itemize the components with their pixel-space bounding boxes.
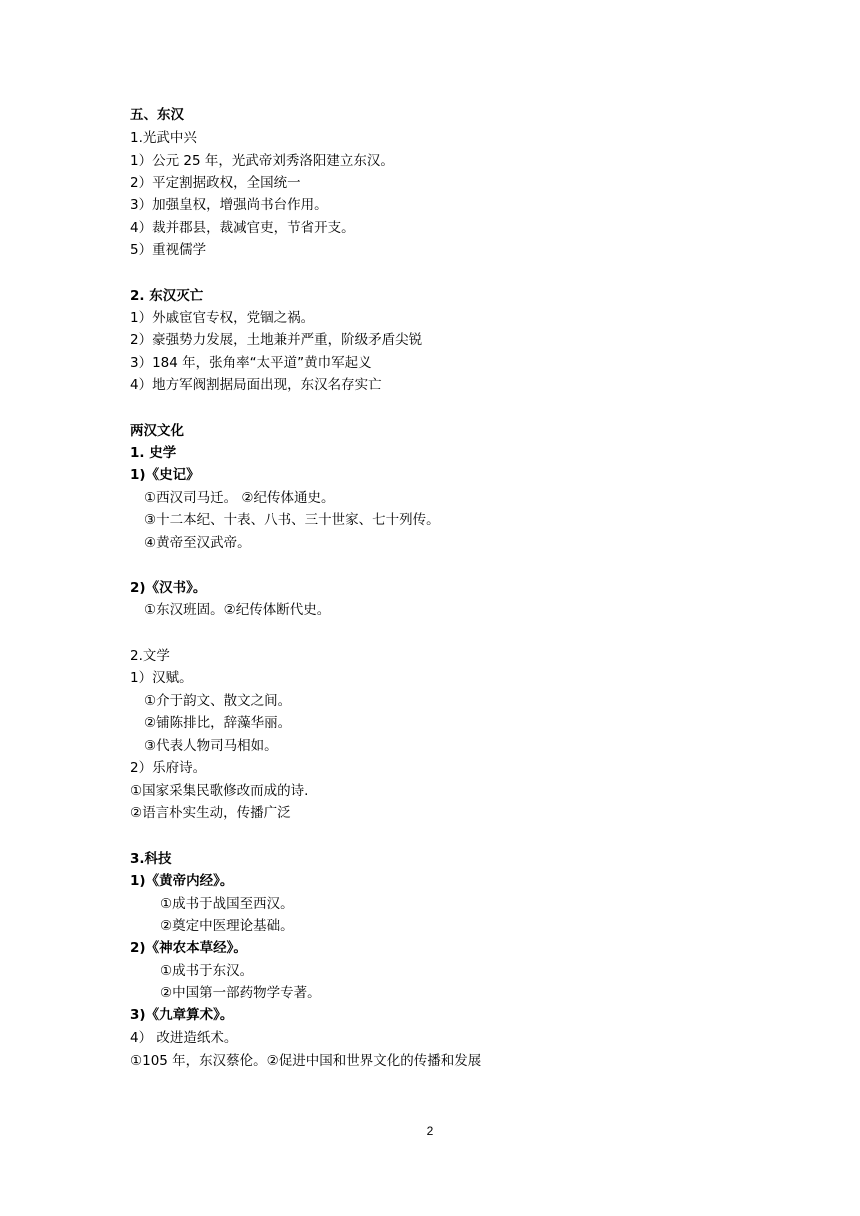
list-item: ①成书于东汉。 — [160, 963, 254, 979]
heading-shiji: 1)《史记》 — [130, 467, 200, 483]
list-item: 4）裁并郡县，裁减官吏，节省开支。 — [130, 220, 355, 236]
heading-shennong: 2)《神农本草经》。 — [130, 940, 247, 956]
heading-paper: 4） 改进造纸术。 — [130, 1030, 238, 1046]
heading-huangdi: 1)《黄帝内经》。 — [130, 873, 234, 889]
subheading-literature: 2.文学 — [130, 648, 170, 664]
list-item: ②语言朴实生动，传播广泛 — [130, 805, 291, 821]
heading-hanshu: 2)《汉书》。 — [130, 580, 207, 596]
list-item: 1）外戚宦官专权，党锢之祸。 — [130, 310, 315, 326]
list-item: ①介于韵文、散文之间。 — [144, 693, 292, 709]
list-item: ③代表人物司马相如。 — [144, 738, 278, 754]
list-item: 3）加强皇权，增强尚书台作用。 — [130, 197, 328, 213]
list-item: 1）公元 25 年，光武帝刘秀洛阳建立东汉。 — [130, 153, 394, 169]
section-title-culture: 两汉文化 — [130, 423, 184, 439]
section-title-miewang: 2. 东汉灭亡 — [130, 288, 204, 304]
list-item: 4）地方军阀割据局面出现，东汉名存实亡 — [130, 377, 382, 393]
list-item: ④黄帝至汉武帝。 — [144, 535, 251, 551]
list-item: ①东汉班固。②纪传体断代史。 — [144, 602, 331, 618]
list-item: ③十二本纪、十表、八书、三十世家、七十列传。 — [144, 512, 440, 528]
heading-jiuzhang: 3)《九章算术》。 — [130, 1007, 234, 1023]
list-item: ①西汉司马迁。 ②纪传体通史。 — [144, 490, 335, 506]
section-title-donghan: 五、东汉 — [130, 107, 184, 123]
list-item: ②中国第一部药物学专著。 — [160, 985, 321, 1001]
subheading-guangwu: 1.光武中兴 — [130, 130, 197, 146]
list-item: ②铺陈排比，辞藻华丽。 — [144, 715, 292, 731]
page-number: 2 — [426, 1124, 434, 1138]
heading-yuefu: 2）乐府诗。 — [130, 760, 207, 776]
list-item: 3）184 年，张角率“太平道”黄巾军起义 — [130, 355, 372, 371]
list-item: ①105 年，东汉蔡伦。②促进中国和世界文化的传播和发展 — [130, 1053, 482, 1069]
list-item: 2）豪强势力发展，土地兼并严重，阶级矛盾尖锐 — [130, 332, 423, 348]
list-item: 2）平定割据政权，全国统一 — [130, 175, 301, 191]
subheading-science: 3.科技 — [130, 851, 172, 867]
subheading-history: 1. 史学 — [130, 445, 177, 461]
list-item: ①国家采集民歌修改而成的诗. — [130, 783, 309, 799]
list-item: ①成书于战国至西汉。 — [160, 896, 294, 912]
heading-hanfu: 1）汉赋。 — [130, 670, 193, 686]
list-item: 5）重视儒学 — [130, 242, 207, 258]
list-item: ②奠定中医理论基础。 — [160, 918, 294, 934]
